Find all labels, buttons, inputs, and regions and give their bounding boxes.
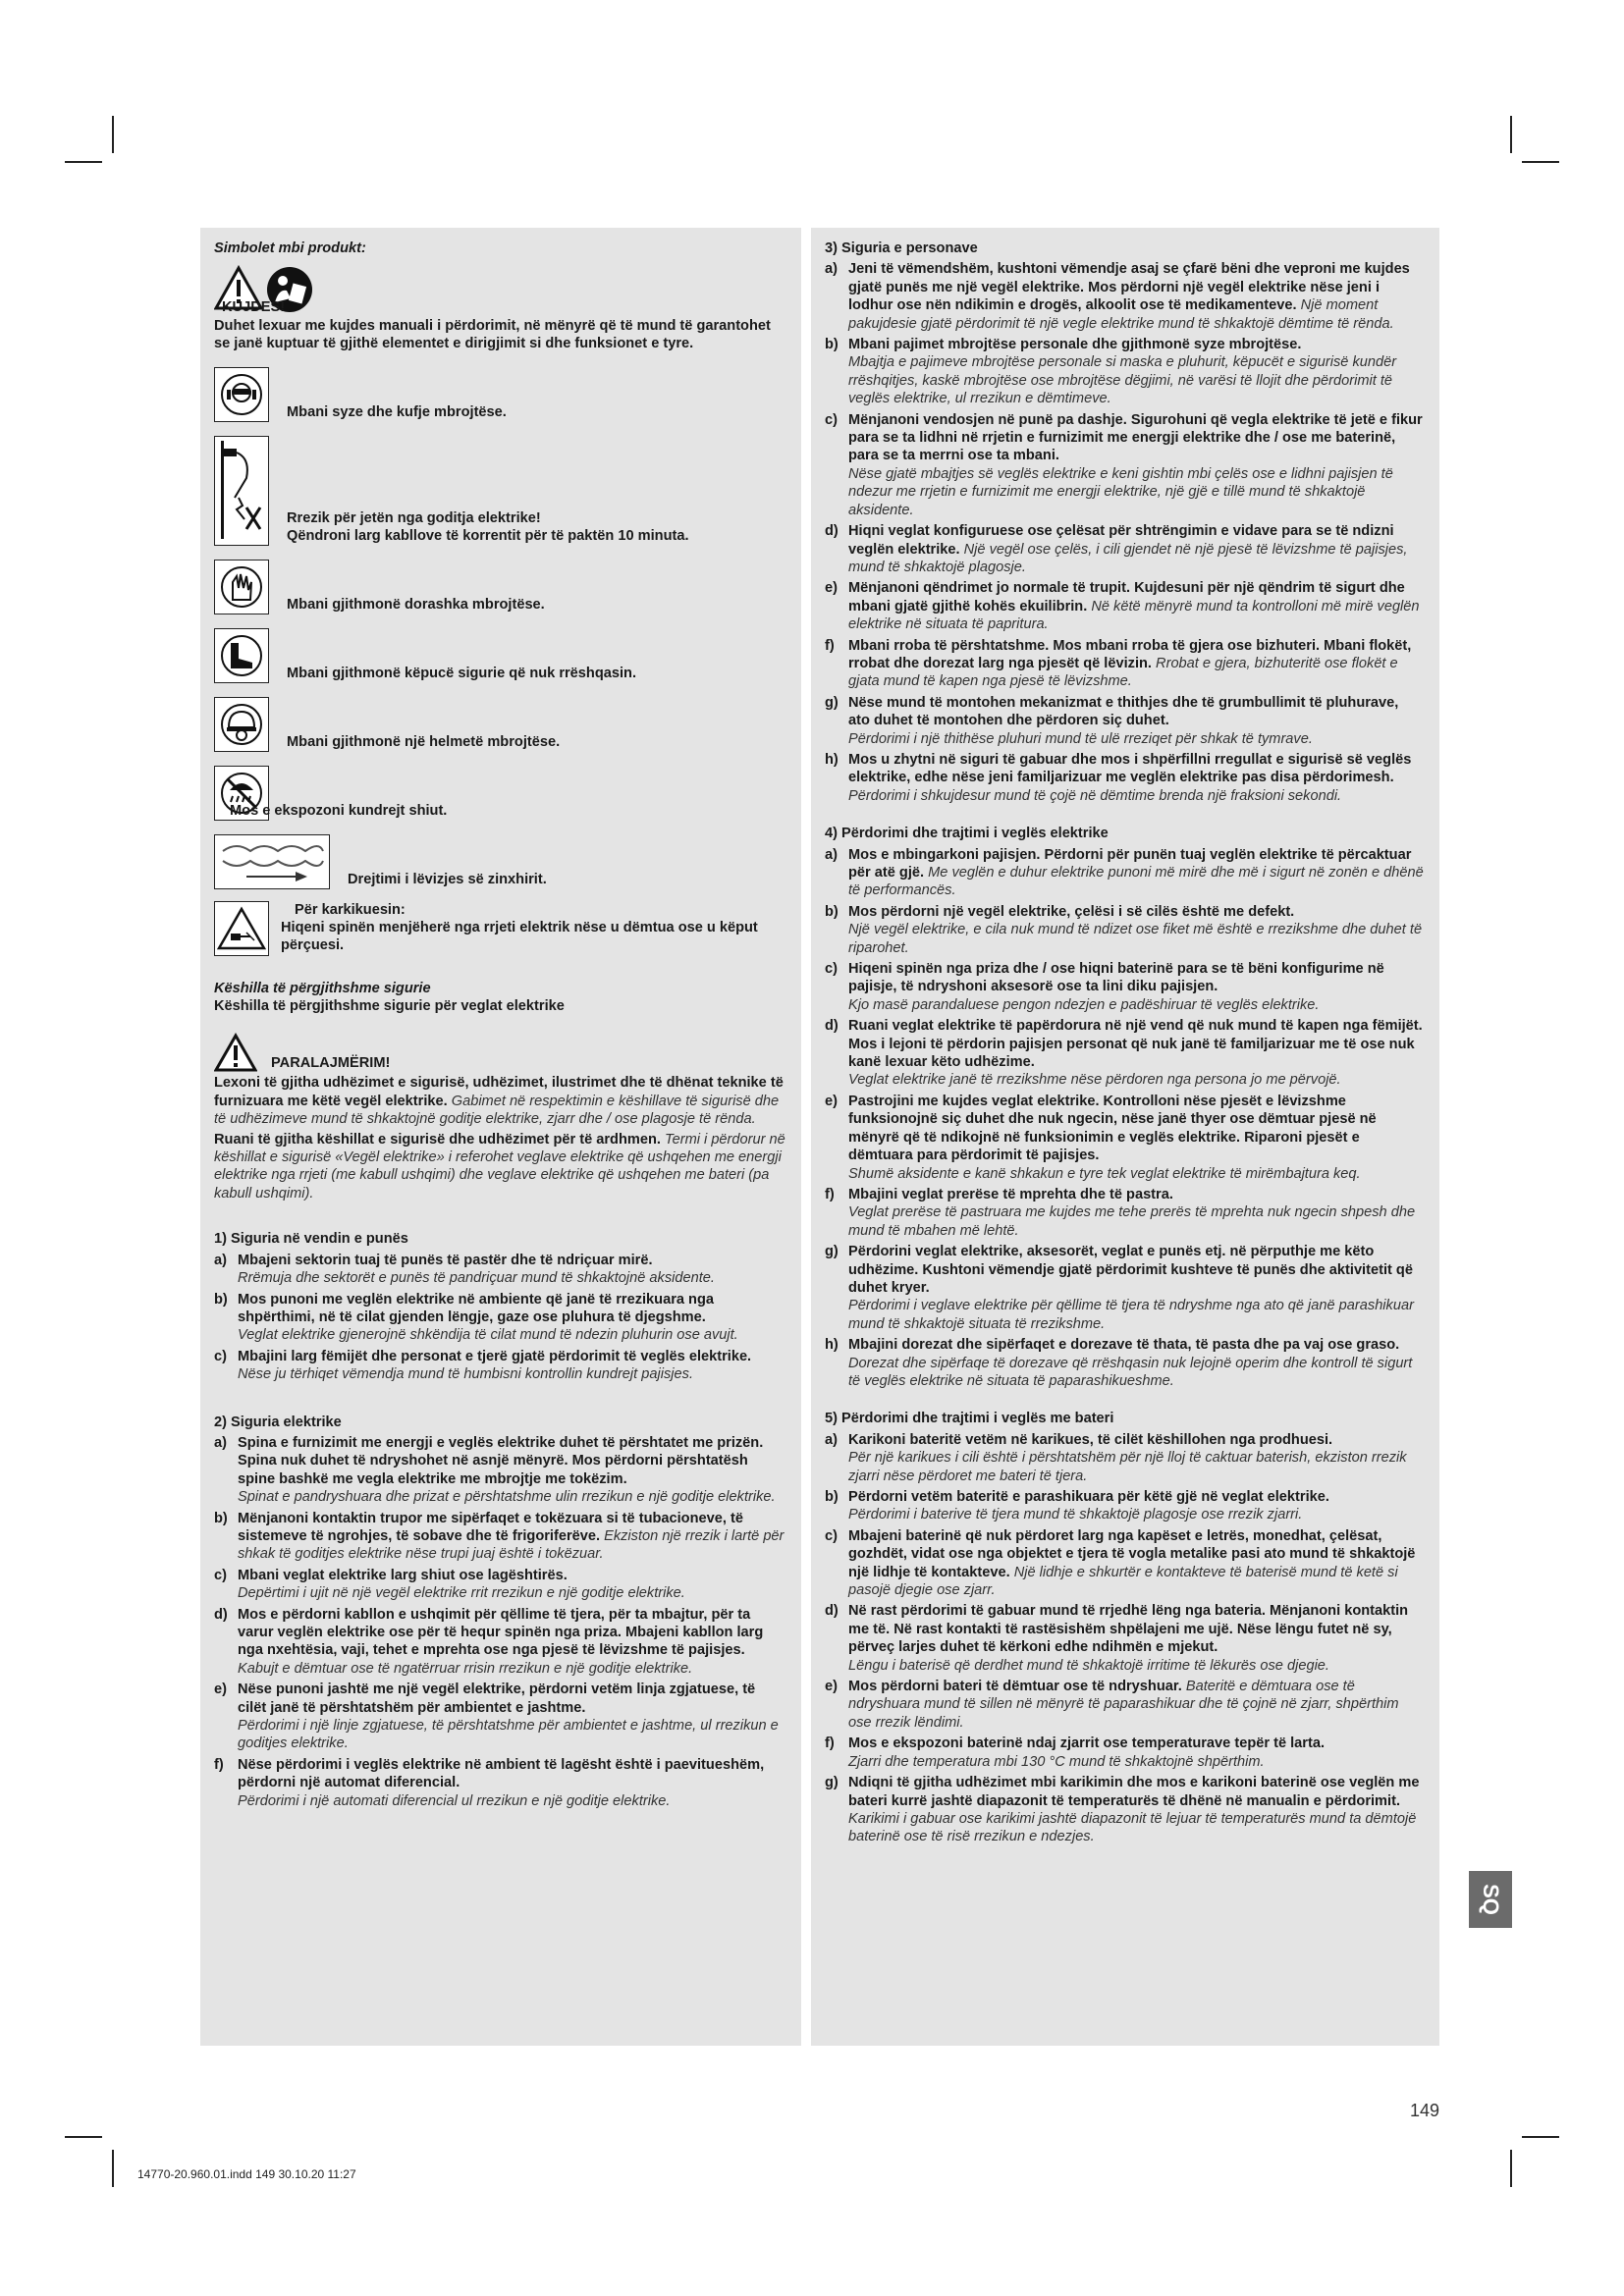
warning-paragraph-2 — [214, 1131, 785, 1203]
list-item: f) Mbani rroba të përshtatshme. Mos mbani rroba të gjera ose bizhuteri. Mbani flokët, rrobat dhe dorezat larg nga pjesët që lëvizin. Rrobat e gjera, bizhuteritë ose flokët e gjata mund të kapen nga pjesë të lëvizshme. — [825, 637, 1412, 690]
symbol-goggles — [214, 367, 785, 422]
symbol-gloves — [214, 560, 785, 614]
list-item: a) Jeni të vëmendshëm, kushtoni vëmendje asaj se çfarë bëni dhe veproni me kujdes gjatë punës me një vegël elektrike. Mos përdorni një vegël elektrike nëse jeni i lodhur ose nën ndikimin e drogës, alkoolit ose të medikamenteve. Një moment pakujdesie gjatë përdorimit të një vegle elektrike mund të shkaktojë dëmtime të rënda. — [825, 261, 1410, 332]
page-number: 149 — [1410, 2101, 1440, 2120]
list-item: e) Mos përdorni bateri të dëmtuar ose të ndryshuar. Bateritë e dëmtuara ose të ndryshuara mund të sillen në mënyrë të paparashikuar dhe të çojnë në zjarr, shpërthim ose rrezik lëndimi. — [825, 1679, 1399, 1731]
list-item: c) Mbajini larg fëmijët dhe personat e tjerë gjatë përdorimit të veglës elektrike. Nëse ju tërhiqet vëmendja mund të humbisni kontrollin kundrejt pajisjes. — [214, 1348, 752, 1383]
warning-row — [214, 1033, 785, 1072]
section-1-title: 1) Siguria në vendin e punës — [214, 1231, 408, 1248]
section-3-items — [825, 260, 1424, 805]
symbol-helmet-text: Mbani gjithmonë një helmetë mbrojtëse. — [287, 734, 561, 751]
warning-paragraph-2-bold: Ruani të gjitha këshillat e sigurisë dhe udhëzimet për të ardhmen. — [214, 1131, 661, 1148]
symbol-electric-line1: Rrezik për jetën nga goditja elektrike! — [287, 509, 541, 526]
unplug-icon — [214, 901, 269, 956]
section-4-title: 4) Përdorimi dhe trajtimi i veglës elektrike — [825, 826, 1109, 842]
warning-paragraph-1-bold: Lexoni të gjitha udhëzimet e sigurisë, udhëzimet, ilustrimet dhe të dhënat teknike të furnizuara me këtë vegël elektrike. — [214, 1075, 784, 1109]
list-item: d) Hiqni veglat konfiguruese ose çelësat për shtrëngimin e vidave para se të ndizni veglën elektrike. Një vegël ose çelës, i cili gjendet në një pjesë të lëvizshme të pajisjes, mund të shkaktojë plagosje. — [825, 523, 1408, 575]
crop-mark — [112, 2150, 114, 2187]
list-item: e) Nëse punoni jashtë me një vegël elektrike, përdorni vetëm linja zgjatuese, të cilët janë të përshtatshëm për ambientet e jashtme. Përdorimi i një linje zgjatuese, të përshtatshme për ambientet e jashtme, ul rrezikun e goditjes elektrike. — [214, 1682, 779, 1752]
warning-label: PARALAJMËRIM! — [271, 1055, 391, 1072]
warning-triangle-icon — [214, 1033, 257, 1072]
symbol-plug-text — [281, 901, 785, 955]
crop-mark — [1510, 2150, 1512, 2187]
symbol-plug-body: Hiqeni spinën menjëherë nga rrjeti elektrik nëse u dëmtua ose u këput përçuesi. — [281, 920, 758, 954]
warning-paragraph-1 — [214, 1074, 785, 1128]
symbol-gloves-text: Mbani gjithmonë dorashka mbrojtëse. — [287, 597, 545, 614]
helmet-icon — [214, 697, 269, 752]
list-item: h) Mbajini dorezat dhe sipërfaqet e dorezave të thata, të pasta dhe pa vaj ose graso. Dorezat dhe sipërfaqe të dorezave që rrëshqasin nuk lejojnë operim dhe kontroll të sigurt të veglës elektrike në situata të paparashikueshme. — [825, 1337, 1413, 1389]
list-item: d) Mos e përdorni kabllon e ushqimit për qëllime të tjera, për ta mbajtur, për ta varur veglën elektrike ose për të hequr spinën nga priza. Mbajeni kabllon larg nga nxehtësia, vaji, tehet e mprehta ose nga pjesë të lëvizshme të pajisjes. Kabujt e dëmtuar ose të ngatërruar rrisin rrezikun e një goditje elektrike. — [214, 1606, 764, 1677]
list-item: d) Ruani veglat elektrike të papërdorura në një vend që nuk mund të kapen nga fëmijët. Mos i lejoni të përdorin pajisjen personat që nuk janë të familjarizuar me të ose nuk kanë lexuar këto udhëzime. Veglat elektrike janë të rrezikshme nëse përdoren nga persona jo me përvojë. — [825, 1018, 1423, 1089]
symbols-heading: Simbolet mbi produkt: — [214, 240, 366, 256]
right-column — [811, 228, 1439, 2046]
section-2-title: 2) Siguria elektrike — [214, 1414, 342, 1430]
list-item: a) Mos e mbingarkoni pajisjen. Përdorni për punën tuaj veglën elektrike të përcaktuar për atë gjë. Me veglën e duhur elektrike punoni më mirë dhe më i sigurt në zonën e dhënë të performancës. — [825, 846, 1424, 899]
electric-shock-icon — [214, 436, 269, 546]
list-item: b) Mënjanoni kontaktin trupor me sipërfaqet e tokëzuara si të tubacioneve, të sistemeve të ngrohjes, të sobave dhe të frigoriferëve. Ekziston një rrezik i lartë për shkak të goditjes elektrike nëse trupi juaj është i tokëzuar. — [214, 1510, 785, 1563]
warning-paragraph-2-italic: Termi i përdorur në këshillat e sigurisë «Vegël elektrike» i referohet veglave elektrike që ushqehen me energji elektrike nga rrjeti (me kabull ushqimi) dhe veglave elektrike që ushqehen me bateri (pa kabull ushqimi). — [214, 1131, 785, 1201]
symbol-goggles-text: Mbani syze dhe kufje mbrojtëse. — [287, 404, 507, 421]
list-item: c) Mënjanoni vendosjen në punë pa dashje. Sigurohuni që vegla elektrike të jetë e fikur para se ta lidhni në rrjetin e furnizimit me energji elektrike dhe / ose me baterinë, para se ta merrni ose ta mbani. Nëse gjatë mbajtjes së veglës elektrike e keni gishtin mbi çelës ose e lidhni pajisjen të ndezur me rrjetin e furnizimit me energji elektrike, një gjë e tillë mund të shkaktojë aksidente. — [825, 411, 1423, 518]
language-section-tab — [1469, 1871, 1512, 1928]
warning-paragraph-1-italic: Gabimet në respektimin e këshillave të sigurisë dhe të udhëzimeve mund të shkaktojnë goditje elektrike, zjarr dhe / ose plagosje të rënda. — [214, 1093, 780, 1128]
list-item: g) Nëse mund të montohen mekanizmat e thithjes dhe të grumbullimit të pluhurave, ato duhet të montohen dhe përdoren siç duhet. Përdorimi i një thithëse pluhuri mund të ulë rreziqet për shkak të tymrave. — [825, 694, 1399, 747]
general-heading: Këshilla të përgjithshme sigurie — [214, 980, 431, 996]
symbol-chain-text: Drejtimi i lëvizjes së zinxhirit. — [348, 872, 547, 888]
section-5-title: 5) Përdorimi dhe trajtimi i veglës me bateri — [825, 1411, 1114, 1427]
list-item: b) Mbani pajimet mbrojtëse personale dhe gjithmonë syze mbrojtëse. Mbajtja e pajimeve mbrojtëse personale si maska e pluhurit, këpucët e sigurisë kundër rrëshqitjes, kaskë mbrojtëse ose mbrojtëse dëgjimi, në varësi të llojit dhe përdorimit të veglës elektrike, ul rrezikun e dëmtimeve. — [825, 337, 1397, 407]
section-2-items — [214, 1434, 785, 1810]
section-5-items — [825, 1431, 1424, 1846]
section-1-items — [214, 1252, 785, 1384]
list-item: c) Mbajeni baterinë që nuk përdoret larg nga kapëset e letrës, monedhat, çelësat, gozhdët, vidat ose nga objektet e tjera të vogla metalike pasi ato mund të shkaktojë një lidhje të kontakteve. Një lidhje e shkurtër e kontakteve të baterisë mund të ketë si pasojë djegie ose zjarr. — [825, 1527, 1416, 1599]
symbol-boots — [214, 628, 785, 683]
list-item: b) Mos përdorni një vegël elektrike, çelësi i së cilës është me defekt. Një vegël elektrike, e cila nuk mund të ndizet ose fiket më është e rrezikshme dhe duhet të riparohet. — [825, 903, 1423, 956]
symbol-electric-line2: Qëndroni larg kabllove të korrentit për të paktën 10 minuta. — [287, 528, 689, 545]
symbol-boots-text: Mbani gjithmonë këpucë sigurie që nuk rrëshqasin. — [287, 666, 637, 682]
list-item: a) Mbajeni sektorin tuaj të punës të pastër dhe të ndriçuar mirë. Rrëmuja dhe sektorët e punës të pandriçuar mund të shkaktojnë aksidente. — [214, 1252, 715, 1287]
crop-mark — [1522, 161, 1559, 163]
list-item: g) Ndiqni të gjitha udhëzimet mbi karikimin dhe mos e karikoni baterinë ose veglën me bateri kurrë jashtë diapazonit të temperaturës të dhënë në manualin e përdorimit. Karikimi i gabuar ose karikimi jashtë diapazonit të lejuar të temperaturës mund ta dëmtojë baterinë ose të risë rrezikun e ndezjes. — [825, 1775, 1420, 1845]
list-item: b) Përdorni vetëm bateritë e parashikuara për këtë gjë në veglat elektrike. Përdorimi i baterive të tjera mund të shkaktojë plagosje ose rrezik zjarri. — [825, 1489, 1329, 1523]
list-item: a) Spina e furnizimit me energji e veglës elektrike duhet të përshtatet me prizën. Spina nuk duhet të ndryshohet në asnjë mënyrë. Mos përdorni përshtatësh spine bashkë me vegla elektrike me mbrojtje me tokëzim. Spinat e pandryshuara dhe prizat e përshtatshme ulin rrezikun e një goditje elektrike. — [214, 1434, 776, 1506]
list-item: d) Në rast përdorimi të gabuar mund të rrjedhë lëng nga bateria. Mënjanoni kontaktin me të. Në rast kontakti të rastësishëm shpëlajeni me ujë. Nëse lëngu futet në sy, përveç larjes duhet të kërkoni edhe ndihmën e mjekut. Lëngu i baterisë që derdhet mund të shkaktojë irritime të lëkurës ose djegie. — [825, 1603, 1409, 1674]
general-subheading: Këshilla të përgjithshme sigurie për veglat elektrike — [214, 998, 565, 1015]
crop-mark — [65, 2136, 102, 2138]
symbol-rain-text: Mos e ekspozoni kundrejt shiut. — [230, 803, 448, 820]
crop-mark — [65, 161, 102, 163]
list-item: g) Përdorini veglat elektrike, aksesorët, veglat e punës etj. në përputhje me këto udhëzime. Kushtoni vëmendje gjatë përdorimit kushteve të punës dhe aktivitetit që duhet kryer. Përdorimi i veglave elektrike për qëllime të tjera të ndryshme nga ato që janë parashikuar mund të shkaktojë situata të rrezikshme. — [825, 1244, 1414, 1332]
symbol-plug-title: Për karkikuesin: — [295, 901, 406, 918]
crop-mark — [1522, 2136, 1559, 2138]
symbol-rain — [214, 766, 785, 821]
list-item: f) Mbajini veglat prerëse të mprehta dhe të pastra. Veglat prerëse të pastruara me kujdes me tehe prerës të mprehta nuk ngecin shpesh dhe mund të mbahen më lehtë. — [825, 1186, 1416, 1239]
crop-mark — [1510, 116, 1512, 153]
chain-direction-icon — [214, 834, 330, 889]
list-item: h) Mos u zhytni në siguri të gabuar dhe mos i shpërfillni rregullat e sigurisë së veglës elektrike, edhe nëse jeni familjarizuar me veglën elektrike pas disa përdorimesh. Përdorimi i shkujdesur mund të çojë në dëmtime brenda një fraksioni sekondi. — [825, 751, 1412, 804]
list-item: e) Mënjanoni qëndrimet jo normale të trupit. Kujdesuni për një qëndrim të sigurt dhe mbani gjatë gjithë kohës ekuilibrin. Në këtë mënyrë mund ta kontrolloni më mirë veglën elektrike në situata të papritura. — [825, 580, 1420, 633]
list-item: f) Mos e ekspozoni baterinë ndaj zjarrit ose temperaturave tepër të larta. Zjarri dhe temperatura mbi 130 °C mund të shkaktojnë shpërthim. — [825, 1735, 1325, 1770]
kujdes-text: Duhet lexuar me kujdes manuali i përdorimit, në mënyrë që të mund të garantohet se janë kuptuar të gjithë elementet e dirigjimit si dhe funksionet e tyre. — [214, 317, 771, 352]
kujdes-label: KUJDES! — [222, 299, 286, 316]
section-3-title: 3) Siguria e personave — [825, 240, 978, 256]
symbol-electric-text — [287, 509, 689, 546]
left-column — [200, 228, 801, 2046]
section-4-items — [825, 846, 1424, 1391]
goggles-ear-protection-icon — [214, 367, 269, 422]
list-item: e) Pastrojini me kujdes veglat elektrike. Kontrolloni nëse pjesët e lëvizshme funksionojnë siç duhet dhe nuk ngecin, nëse janë thyer ose dëmtuar pjesë në mënyrë që të ndikojnë në funksionimin e veglës elektrike. Riparoni pjesët e dëmtuara para përdorimit të pajisjes. Shumë aksidente e kanë shkakun e tyre tek veglat elektrike të mirëmbajtura keq. — [825, 1093, 1377, 1182]
list-item: b) Mos punoni me veglën elektrike në ambiente që janë të rrezikuara nga shpërthimi, në të cilat gjenden lëngje, gaze ose pluhura të djegshme. Veglat elektrike gjenerojnë shkëndija të cilat mund të ndezin pluhurin ose avujt. — [214, 1291, 738, 1344]
list-item: f) Nëse përdorimi i veglës elektrike në ambient të lagësht është i paevitueshëm, përdorni një automat diferencial. Përdorimi i një automati diferencial ul rrezikun e një goditje elektrike. — [214, 1756, 765, 1809]
symbol-chain — [214, 834, 785, 889]
symbol-plug — [214, 901, 785, 956]
print-footer: 14770-20.960.01.indd 149 30.10.20 11:27 — [137, 2167, 356, 2181]
symbol-helmet — [214, 697, 785, 752]
crop-mark — [112, 116, 114, 153]
gloves-icon — [214, 560, 269, 614]
list-item: a) Karikoni bateritë vetëm në karikues, të cilët këshillohen nga prodhuesi. Për një karikues i cili është i përshtatshëm për një lloj të caktuar baterish, ekziston rrezik zjarri nëse përdoret me bateri të tjera. — [825, 1431, 1407, 1484]
safety-boots-icon — [214, 628, 269, 683]
symbol-electric — [214, 436, 785, 546]
list-item: c) Mbani veglat elektrike larg shiut ose lagështirës. Depërtimi i ujit në një vegël elektrike rrit rrezikun e një goditje elektrike. — [214, 1567, 685, 1602]
list-item: c) Hiqeni spinën nga priza dhe / ose hiqni baterinë para se të bëni konfigurime në pajisje, të ndryshoni aksesorë ose ta lini diku pajisjen. Kjo masë parandaluese pengon ndezjen e padëshiruar të veglës elektrike. — [825, 961, 1384, 1013]
language-code: SQ — [1478, 1884, 1503, 1915]
